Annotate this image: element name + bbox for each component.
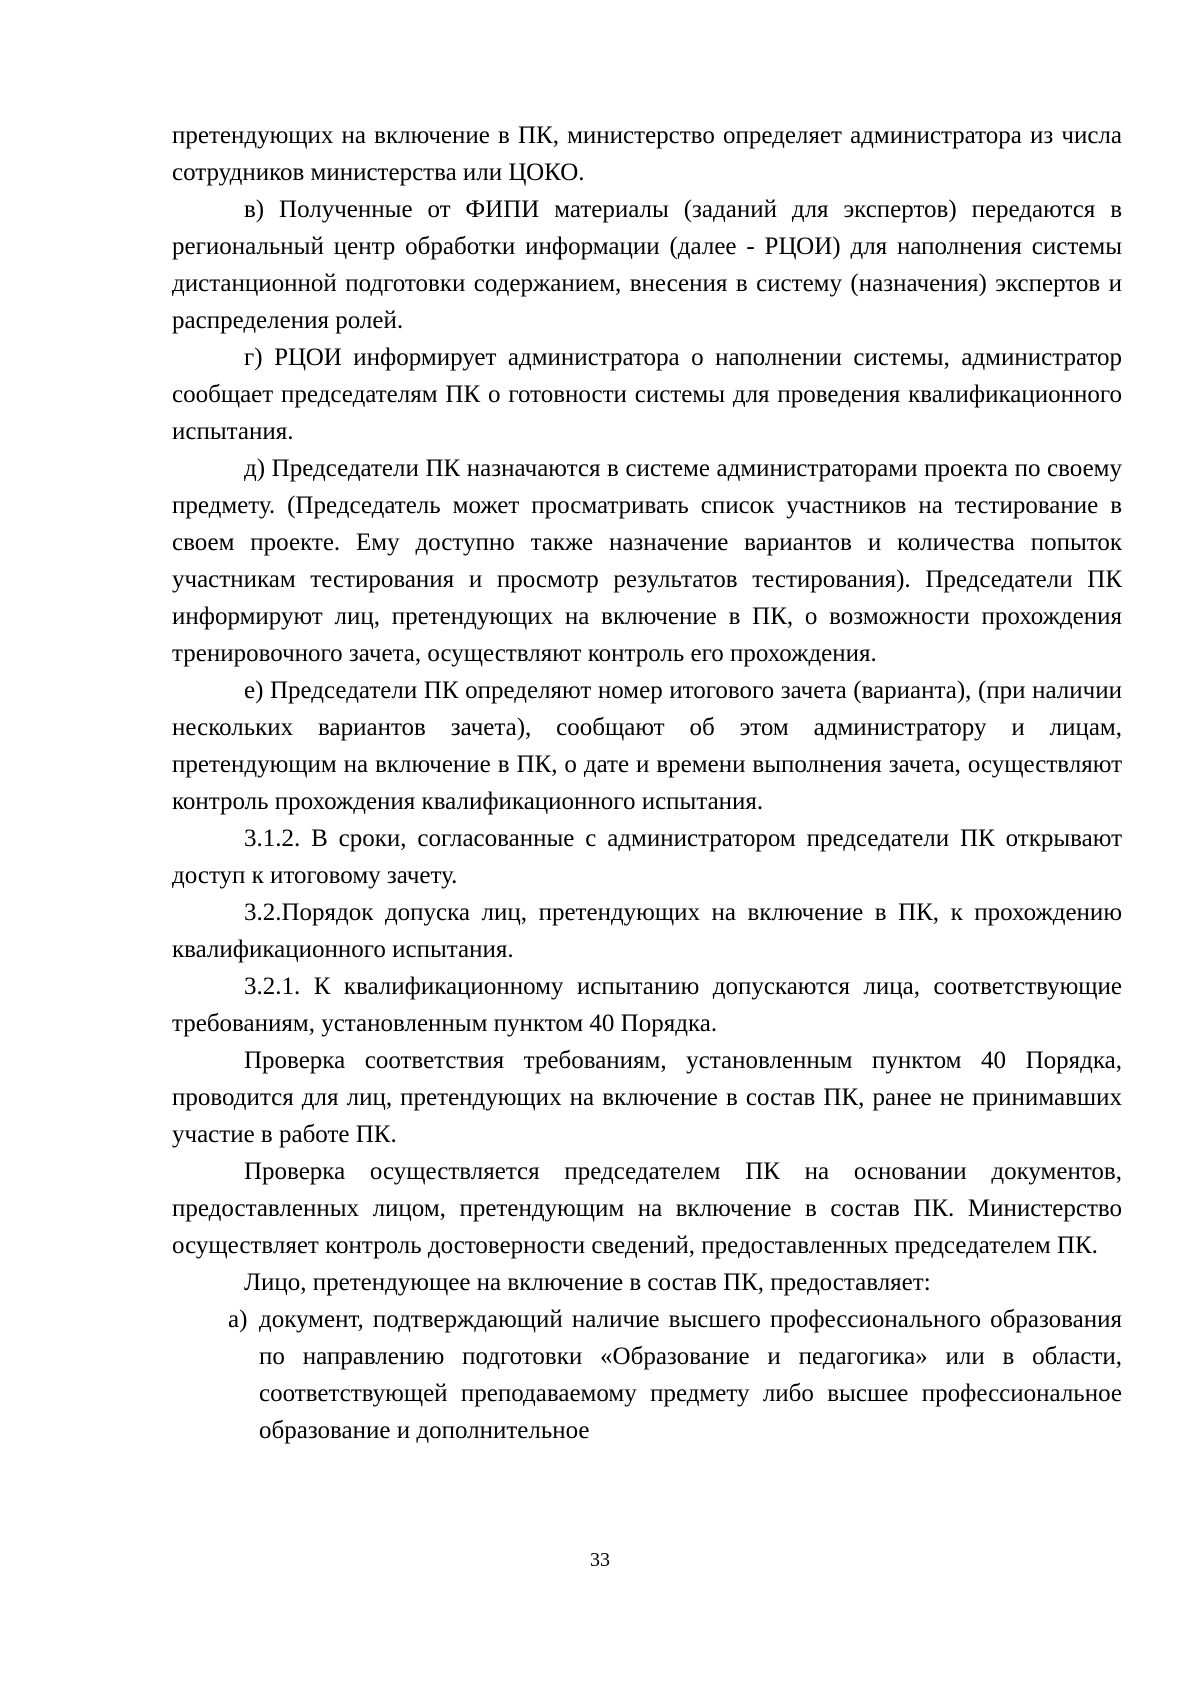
paragraph-verification: Проверка соответствия требованиям, установленным пунктом 40 Порядка, проводится для лиц, претендующих на включение в состав ПК, ранее не принимавших участие в работе ПК.	[172, 1047, 1122, 1148]
page-number: 33	[590, 1549, 610, 1571]
list-marker: а)	[228, 1306, 248, 1333]
paragraph-3-2: 3.2.Порядок допуска лиц, претендующих на включение в ПК, к прохождению квалификационного испытания.	[172, 899, 1122, 963]
paragraph-item-e: е) Председатели ПК определяют номер итогового зачета (варианта), (при наличии нескольких вариантов зачета), сообщают об этом администратору и лицам, претендующим на включение в ПК, о дате и времени выполнения зачета, осуществляют контроль прохождения квалификационного испытания.	[172, 677, 1122, 815]
document-body	[172, 117, 1122, 1449]
paragraph-3-2-1: 3.2.1. К квалификационному испытанию допускаются лица, соответствующие требованиям, установленным пунктом 40 Порядка.	[172, 973, 1122, 1037]
list-item-text: документ, подтверждающий наличие высшего профессионального образования по направлению подготовки «Образование и педагогика» или в области, соответствующей преподаваемому предмету либо высшее профессиональное образование и дополнительное	[259, 1306, 1122, 1444]
list-item-a	[172, 1301, 1122, 1449]
paragraph-continuation: претендующих на включение в ПК, министерство определяет администратора из числа сотрудников министерства или ЦОКО.	[172, 122, 1122, 186]
paragraph-item-g: г) РЦОИ информирует администратора о наполнении системы, администратор сообщает председателям ПК о готовности системы для проведения квалификационного испытания.	[172, 344, 1122, 445]
paragraph-item-v: в) Полученные от ФИПИ материалы (заданий для экспертов) передаются в региональный центр обработки информации (далее - РЦОИ) для наполнения системы дистанционной подготовки содержанием, внесения в систему (назначения) экспертов и распределения ролей.	[172, 196, 1122, 334]
paragraph-documents-intro: Лицо, претендующее на включение в состав ПК, предоставляет:	[244, 1269, 931, 1296]
paragraph-3-1-2: 3.1.2. В сроки, согласованные с администратором председатели ПК открывают доступ к итоговому зачету.	[172, 825, 1122, 889]
paragraph-verification-basis: Проверка осуществляется председателем ПК на основании документов, предоставленных лицом, претендующим на включение в состав ПК. Министерство осуществляет контроль достоверности сведений, предоставленных председателем ПК.	[172, 1158, 1122, 1259]
paragraph-item-d: д) Председатели ПК назначаются в системе администраторами проекта по своему предмету. (Председатель может просматривать список участников на тестирование в своем проекте. Ему доступно также назначение вариантов и количества попыток участникам тестирования и просмотр результатов тестирования). Председатели ПК информируют лиц, претендующих на включение в ПК, о возможности прохождения тренировочного зачета, осуществляют контроль его прохождения.	[172, 455, 1122, 667]
